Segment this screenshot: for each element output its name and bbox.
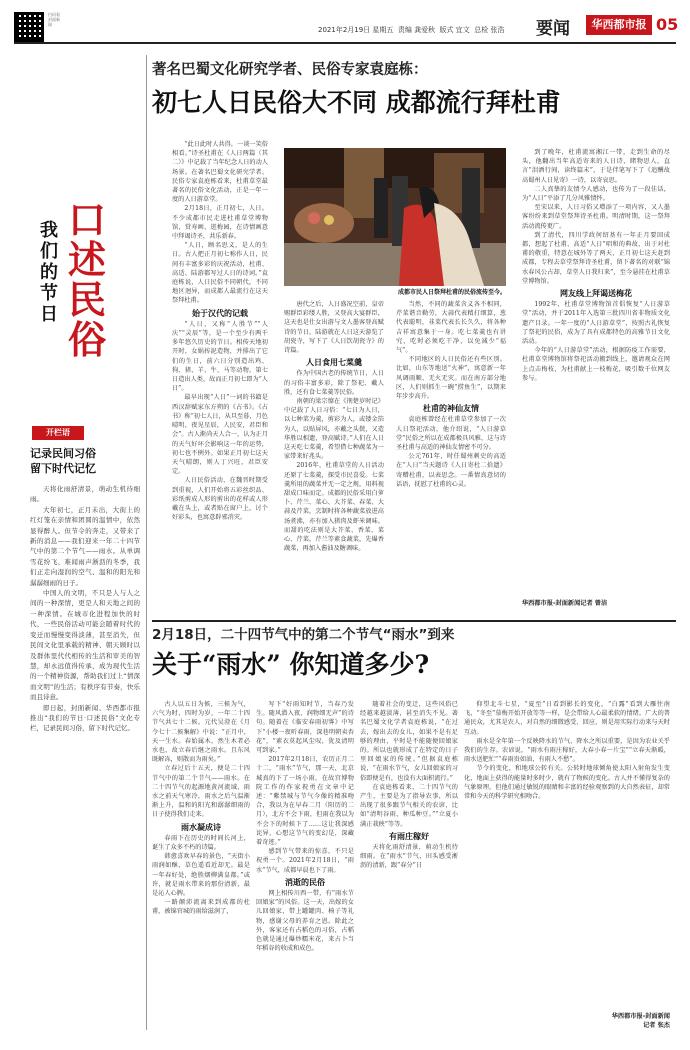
article1-sub4: 网友线上拜谒送梅花: [560, 289, 632, 299]
article2-sub1: 雨水凝成诗: [181, 822, 221, 832]
article2-sub3: 有雨庄稼好: [389, 831, 429, 841]
column-logo: [30, 197, 125, 380]
article1-col1: “此日此时人共得，一谈一笑俗相看。”诗圣杜甫在《人日两篇（其二）》中记载了当年纪念人日的动人场景。在著名巴蜀文化研究学者、民俗专家袁庭栋看来，杜甫草堂最著名的民俗文化活动，正是一年一度的人日游草堂。 2月18日，正月初七，人日。不少成都市民走进杜甫草堂博物馆，赏寿画、逛梅园，在诗情画意中拜谒诗圣，共乐新春。 “人日，顾名思义，是人的生日。古人把正月初七称作人日，民间有丰富多彩的庆祝活动，杜甫、高适、陆游都写过人日的诗词。”袁庭栋说，人日民俗不同朝代，不同地区迥异，而成都人最流行在这天祭拜杜甫。 始于汉代的记载 “人日，又称“人胜节”“人庆”“灵辰”等，是一个至少有两千多年悠久历史的节日。相传天地初开时，女娲抟泥造物，并排出了它们的生日，前六日分别造出鸡、狗、猪、羊、牛、马等动物，第七日造出人类，故而正月初七即为“人日”。 最早出现“人日”一词的书籍是西汉辞赋家东方朔的《占书》。《占书》称“初七人日，从旦至暮，月色晴明，夜见星辰，人民安，君臣和会”。古人渐尚天人合一，认为正月的天气好坏会影响这一年的运势，初七也不例外。如果正月初七这天天气晴朗，则人丁兴旺，君臣安定。 人日民俗活动，在魏晋时期受到重视，人们开始将五彩丝织品、彩纸剪成人形的剪出的花样或人形戴在头上，或者贴在窗户上，讨个好彩头，也寓意辟邪消灾。: [172, 141, 268, 522]
column-title: 记录民间习俗 留下时代记忆: [30, 447, 96, 475]
column-vertical-title: 口述民俗: [68, 197, 107, 362]
header-rule: [14, 42, 676, 44]
header-editor: 责编 龚爱秋: [397, 26, 436, 34]
article-divider: [152, 620, 676, 622]
section-name: 要闻: [536, 19, 570, 39]
column-label: 开栏语: [32, 426, 84, 440]
article1-sub2: 人日食用七菜羹: [306, 358, 362, 368]
article1-col3: 当然，不同的蔬菜含义各不相同，芹菜谐音勤劳，大蒜代表精打细算，葱代表聪明，韭菜代表长长久久，将各种吉祥寓意集于一身。吃七菜羹也有讲究，吃时必须吃干净，以免减少“福气”。 不同地区的人日民俗还有些区别。比如，山东等地送“火神”，寓意新一年风调雨顺、无火无灾。而在南方部分地区，人们则抓生一碗“捞鱼生”，以期来年步步高升。 杜甫的神仙友情 袁庭栋曾经在杜甫草堂参加了一次人日祭祀活动，他介绍说，“人日游草堂”民俗之所以在成都极具风雅，这与诗圣杜甫与高适的神仙友情密不可分。 公元761年，时任蜀州刺史的高适在“人日”当天题诗《人日寄杜二拾遗》寄赠杜甫，以表思念。一番情真意切的话语，抚慰了杜甫的心灵。: [396, 301, 506, 488]
header-proof: 总检 张浩: [474, 26, 505, 34]
article1-col2: 唐代之后，人日盛况空前，皇帝赐群臣彩缕人胜，又登高大宴群臣，这天也是仕女出游与文人墨客登高赋诗的节日，陆游就在人日这天游览了胡瓷寺，写下了《人日饮胡瓷寺》的诗篇。 人日食用七菜羹 作为中国古老的传统节日，人日的习俗丰富多彩，除了祭祀、戴人胜，还有食七菜羹等民俗。 南朝的梁宗懔在《荆楚岁时记》中记载了人日习俗：“七日为人日，以七种菜为羹，剪彩为人，或镂金箔为人，以贴屏风，亦戴之头鬓，又造华胜以相遗，登高赋诗。”人们在人日这天吃七菜羹，希望借七种蔬菜为一家带来好兆头。 2016年，杜甫草堂的人日活动还原了七菜羹，探受市民喜爱。七菜羹所用的蔬菜并无一定之规，用料视甜成口味而定。成都的民俗采用白萝卜、芹兰、菜心、大芥菜、春菜、大蒜及芹菜，烹制时将各种蔬菜放进高汤煮沸，亦有加入猪肉及虾米调味。而甜的吃法则是大芥菜、香菜、菜心、芹菜，芹兰等素食蔬菜，先爆香蔬菜，再加入酱油及糖调味。: [284, 301, 384, 553]
article1-sub3: 杜甫的神仙友情: [423, 404, 479, 414]
article2-kicker: 2月18日，二十四节气中的第二个节气“雨水”到来: [152, 627, 455, 643]
article2-sub2: 消逝的民俗: [285, 877, 325, 887]
column-divider: [146, 55, 147, 1030]
article1-byline: 华西都市报-封面新闻记者 曾洁: [522, 600, 608, 607]
column-body: 天将化雨舒清景，萌动生机待细雨。 大年初七，正月未出，大街上的红灯笼在亲情和团圆的温情中，依然显得醉人。但节令的奔走，又带来了新的消息——我们迎来一年二十四节气中的第二个节气——雨水。从单调雪花纷飞、难闻雨声淅沥的冬季，我们正走向湿润的空气、温和的阳光和潺潺细雨的日子。 中国人的文明，不只是人与人之间的一种深情，更是人和天地之间的一种深情。在城市化进程加快的时代，一些民俗活动可能会随着时代的变迁而慢慢变得淡薄，甚至消失，但民间文化里承载的精神、朝天顾时以及群体里代代相传的生活和审美的智慧，却永远值得传承，成为现代生活的一个精神资源，帮助我们过上“情深而文明”的生活；有秩序有节奏，快乐而且诗意。 即日起，封面新闻、华西都市报推出“我们的节日·口述民俗”文化专栏，记录民间习俗，留下时代记忆。: [30, 485, 140, 733]
article1-headline: 初七人日民俗大不同 成都流行拜杜甫: [152, 88, 561, 117]
header-date: 2021年2月19日 星期五: [318, 26, 394, 34]
article1-photo: [284, 148, 506, 286]
article1-col4: 到了晚年，杜甫流寓湘江一带，走到生命的尽头，他翻出当年高适寄来的人日诗，睹物思人，直言“泪洒行间，读终篇末”，于是伴笔写下了《追酬故高蜀州人日见寄》一诗，以寄哀思。 二人真挚的友情令人感动，也传为了一段佳话，为“人日”平添了几分风雅情怀。 至宋以来，人日习俗又增添了一项内容，又人墨客纷纷来到草堂祭拜诗圣杜甫。明清时期，这一祭拜活动流传更广。 到了清代，四川学政何绍基有一年正月要回成都，想起了杜甫、高适“人日”唱和的典故，出于对杜甫的敬重，特意在城外等了两天，正月初七这天赶到成都，专程去草堂祭拜诗圣杜甫，留下著名的对联“锦水春风公占却，草堂人日我归来”，至今悬挂在杜甫草堂博物馆。 网友线上拜谒送梅花 1992年，杜甫草堂博物馆首倡恢复“人日游草堂”活动，并于2011年入选第三批四川省非物质文化遗产目录。一年一度的“人日游草堂”，按照古礼恢复了祭祀的民俗，成为了具有成都特色的高雅节日文化活动。 今年的“人日游草堂”活动，根据防疫工作需要，杜甫草堂博物馆将祭祀活动搬到线上，邀请观众在网上点击梅枝，为杜甫献上一枝梅花，吸引数千位网友参与。: [522, 149, 670, 382]
qr-code: [14, 12, 44, 42]
article2-headline: 关于“雨水” 你知道多少?: [152, 650, 430, 679]
article2-byline: 华西都市报-封面新闻 记者 张杰: [611, 1013, 670, 1029]
article2-col3: 随着社会的变迁，这些风俗已经越来越淡薄，甚至消失不见。著名巴蜀文化学者袁庭栋说，“在过去，嫁出去的女儿，如果不是有足够的理由，平时是不能随便回娘家的。所以也就形成了在特定的日子里回娘家的传统。”但据袁庭栋说，“在雨水节气，女儿回娘家的习俗即便是有，也没有大面积流行。” 在袁庭栋看来，二十四节气的产生，主要是为了指导农事，所以出现了很多跟节气相关的农谚，比如“清明谷雨，种瓜种豆。”“立夏小满正栽秧”等等。 有雨庄稼好 天将化雨舒清景，萌动生机待细雨。在“雨水”节气，田头感受淅沥的清新，跟“春分”日: [360, 701, 458, 870]
article2-col1: 古人以五日为候，三候为气，六气为时，四时为岁，一年二十四节气共七十二候。元代吴澄在《月令七十二候集解》中说：“正月中，天一生水。春始属木，然生木者必水也，故立春后继之雨水。且东风既解冻，则散而为雨矣。” 立春过后十五天，便是二十四节气中的第二个节气——雨水。在二十四节气的起源地黄河流域，雨水之前天气寒冷，雨水之后气温渐渐上升，温和的阳光和潺潺细雨的日子使得我们走来。 雨水凝成诗 春雨下在历史的时间长河上，诞生了众多不朽的诗篇。 韩愈喜欢早春的景色，“天街小雨润如酥，草色遥看近却无。最是一年春好处，绝胜烟柳满皇都。”或许，就是雨水带来的那份清新，最是沁人心脾。 一路颠沛流离来到成都的杜甫，被锦官城的雨给滋润了，: [152, 701, 250, 916]
article1-sub1: 始于汉代的记载: [192, 308, 248, 318]
photo-scene: [284, 148, 506, 286]
article1-kicker: 著名巴蜀文化研究学者、民俗专家袁庭栋：: [152, 62, 428, 78]
qr-note: 扫码看封面新闻: [48, 12, 60, 27]
article2-col4: 仰望北斗七星，“夏至”日看到影长的变化，“白露”看到大雁往南飞，“冬至”慕梅开始开放等等一样，是会带给人心最柔软的情绪。广大的普通民众，尤其是农人，对自然的细微感受、回应，则是用实际行动来与天时互动。 雨水是全年第一个反映降水的节气，降水之所以重要，是因为农业关乎我们的生存。农谚说，“雨水有雨庄稼好，大春小春一片宝”“立春天渐暖，雨水送肥忙”“春雨贵如油，有雨人不愁”。 节令的变化，和地球公转有关。公转时地球倾角使太阳入射角发生变化，地面上获得的能量时多时少，就有了物候的变化。古人并不懂得复杂的气象原理，但他们通过敏锐的眼睛和丰富的经验观察到的大自然表征，却常常和今天的科学研究相吻合。: [464, 701, 670, 801]
paper-logo: 华西都市报: [586, 15, 652, 35]
page-number: 05: [656, 15, 679, 34]
article2-col2: 写下“好雨知时节，当春乃发生。随风潜入夜，润物细无声”的诗句。随着在《临安春雨初霁》中写下“小楼一夜听春雨，深巷明朝卖杏花”，“素衣莫起风尘叹，犹及清明可到家。” 2017年2月18日，农历正月二十二，“雨水”节气，那一天，北京城真的下了一场小雨，在故宫博物院工作的作家祝勇在文章中记述：“紫禁城与节气今像的精准吻合，我以为在早春二月（阳历的二月），北方不会下雨，但雨在我以为不会下的时候下了……这让我深感诧异，心想这节气的变幻是，深藏着奇迹。” 感到节气带来的惊喜，不只是祝勇一个。2021年2月18日，“雨水”节气，成都早晨也下了雨。 消逝的民俗 网上相传川西一带，有“雨水节回娘家”的风俗。这一天，出嫁的女儿回娘家，带上罐罐肉、椅子等礼物，感谢父母的养育之恩。除此之外，客家还有占稻色的习俗，占稻色就是通过爆炒糯米花，来占卜当年稻谷的收成和成色。: [256, 701, 354, 953]
column-vertical-subtitle: 我们的节日: [40, 220, 58, 325]
article1-photo-caption: 成都市民人日祭拜杜甫的民俗流传至今。: [397, 289, 506, 296]
header-layout: 版式 宜文: [439, 26, 470, 34]
